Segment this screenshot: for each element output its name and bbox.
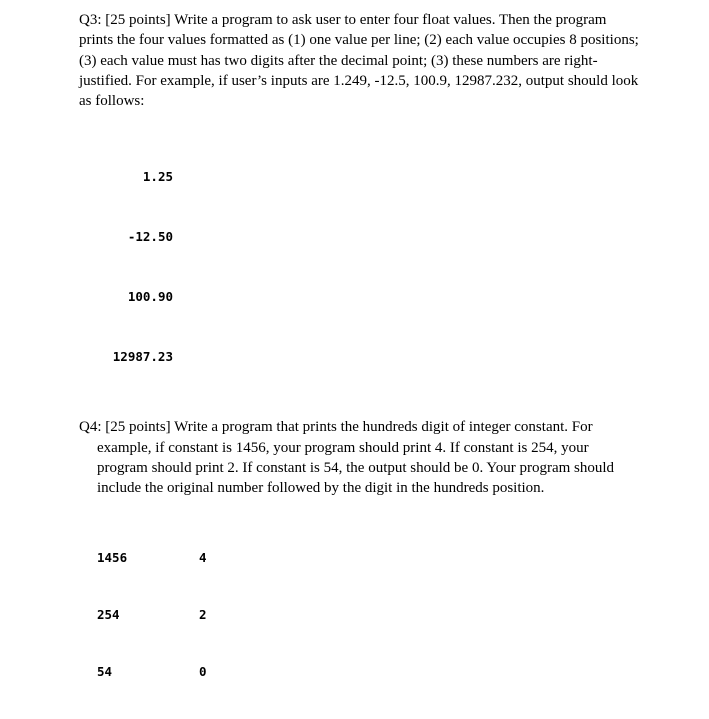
output-line: -12.50 xyxy=(127,229,173,245)
q4-line: program should print 2. If constant is 54, the output should be 0. Your program should xyxy=(97,460,615,477)
q3-line: as follows: xyxy=(79,93,145,110)
q3-line: Q3: [25 points] Write a program to ask user to enter four float values. Then the program xyxy=(79,12,607,28)
q3-line: justified. For example, if user’s inputs are 1.249, -12.5, 100.9, 12987.232, output should look xyxy=(79,72,639,89)
q4-line: Q4: [25 points] Write a program that prints the hundreds digit of integer constant. For xyxy=(79,419,593,436)
q4-output-digits xyxy=(199,510,244,719)
q4-paragraph xyxy=(79,417,701,498)
output-number: 1456 xyxy=(97,549,128,565)
q4-line: include the original number followed by the digit in the hundreds position. xyxy=(97,480,545,497)
output-line: 12987.23 xyxy=(112,349,173,365)
output-digit: 4 xyxy=(199,549,207,565)
output-digit: 2 xyxy=(199,606,207,622)
q3-line: prints the four values formatted as (1) one value per line; (2) each value occupies 8 positions; xyxy=(79,32,639,49)
q4-output-numbers xyxy=(97,510,199,719)
document-page xyxy=(79,10,701,719)
q4-line: example, if constant is 1456, your program should print 4. If constant is 254, your xyxy=(97,439,589,456)
output-line: 100.90 xyxy=(127,289,173,305)
q4-output-block xyxy=(97,510,701,719)
q3-output-block xyxy=(100,127,173,407)
output-digit: 0 xyxy=(199,663,207,679)
output-line: 1.25 xyxy=(142,169,173,185)
output-number: 254 xyxy=(97,606,120,622)
q3-line: (3) each value must has two digits after the decimal point; (3) these numbers are right- xyxy=(79,52,598,69)
output-number: 54 xyxy=(97,663,113,679)
q3-paragraph xyxy=(79,10,701,111)
